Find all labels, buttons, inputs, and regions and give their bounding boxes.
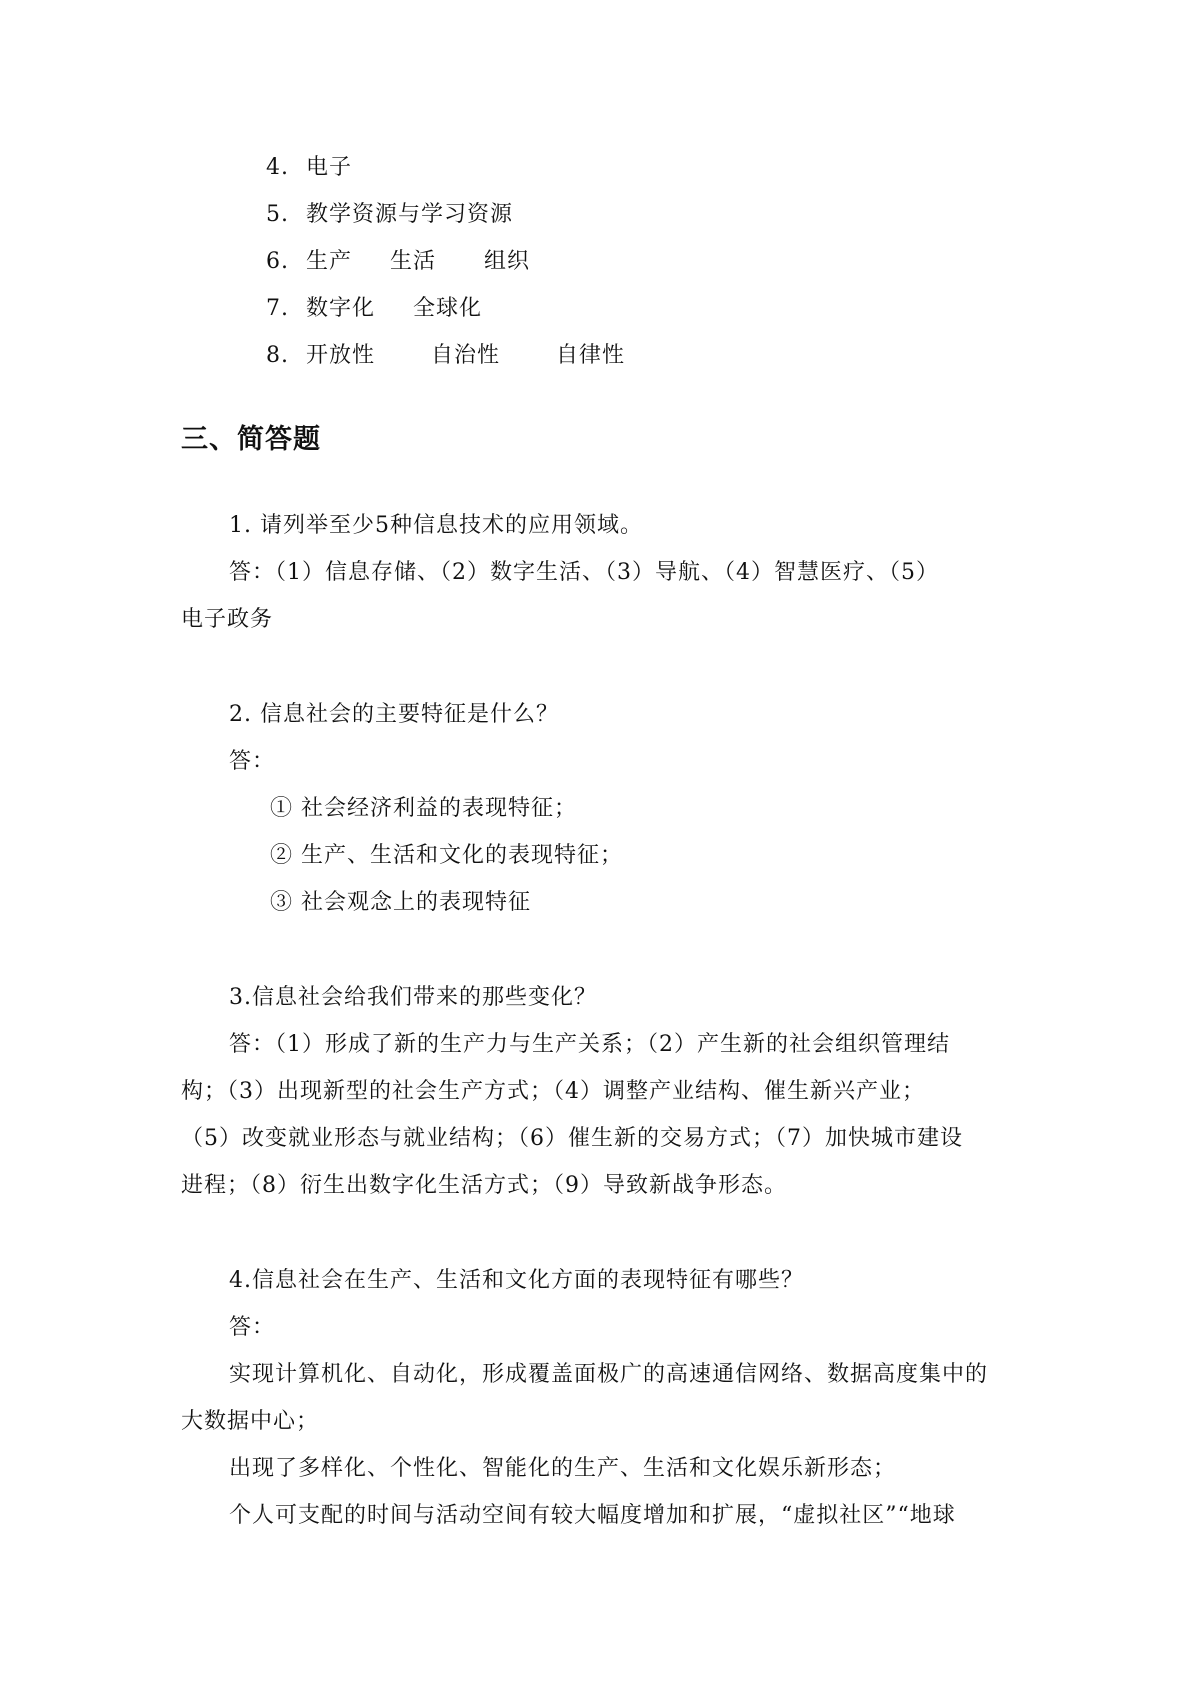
item-number: 4. (266, 155, 289, 180)
answer-4-line-2: 大数据中心； (181, 1409, 320, 1434)
answer-1-line-1: 答：（1）信息存储、（2）数字生活、（3）导航、（4）智慧医疗、（5） (229, 560, 939, 585)
item-number: 7. (266, 296, 289, 321)
answer-part: 生活 (390, 249, 437, 274)
question-4: 4.信息社会在生产、生活和文化方面的表现特征有哪些？ (229, 1268, 804, 1293)
fill-answer-7 (266, 294, 482, 324)
fill-answer-5 (266, 200, 513, 230)
answer-4-line-3: 出现了多样化、个性化、智能化的生产、生活和文化娱乐新形态； (229, 1456, 897, 1481)
answer-4-label: 答： (229, 1315, 276, 1340)
answer-part: 全球化 (413, 296, 483, 321)
answer-2-item-3: ③ 社会观念上的表现特征 (270, 890, 531, 915)
answer-4-line-4: 个人可支配的时间与活动空间有较大幅度增加和扩展，“虚拟社区”“地球 (229, 1503, 956, 1528)
item-number: 5. (266, 202, 289, 227)
fill-answer-4 (266, 153, 352, 183)
item-number: 8. (266, 343, 289, 368)
answer-part: 组织 (484, 249, 531, 274)
answer-part: 电子 (306, 155, 353, 180)
item-number: 6. (266, 249, 289, 274)
answer-part: 数字化 (306, 296, 376, 321)
question-2: 2. 信息社会的主要特征是什么？ (229, 702, 559, 727)
question-1: 1. 请列举至少5种信息技术的应用领域。 (229, 513, 643, 538)
fill-answer-6 (266, 247, 530, 277)
answer-2-item-2: ② 生产、生活和文化的表现特征； (270, 843, 623, 868)
answer-4-line-1: 实现计算机化、自动化，形成覆盖面极广的高速通信网络、数据高度集中的 (229, 1362, 989, 1387)
answer-part: 教学资源与学习资源 (306, 202, 514, 227)
answer-3-line-4: 进程；（8）衍生出数字化生活方式；（9）导致新战争形态。 (181, 1173, 787, 1198)
answer-3-line-3: （5）改变就业形态与就业结构；（6）催生新的交易方式；（7）加快城市建设 (181, 1126, 963, 1151)
answer-1-line-2: 电子政务 (181, 607, 274, 632)
answer-3-line-2: 构；（3）出现新型的社会生产方式；（4）调整产业结构、催生新兴产业； (181, 1079, 925, 1104)
answer-part: 自律性 (556, 343, 626, 368)
section-title: 三、简答题 (181, 424, 321, 455)
answer-part: 生产 (306, 249, 353, 274)
fill-answer-8 (266, 341, 625, 371)
question-3: 3.信息社会给我们带来的那些变化？ (229, 985, 597, 1010)
answer-2-item-1: ① 社会经济利益的表现特征； (270, 796, 577, 821)
answer-2-label: 答： (229, 749, 276, 774)
answer-part: 自治性 (431, 343, 501, 368)
answer-part: 开放性 (306, 343, 376, 368)
answer-3-line-1: 答：（1）形成了新的生产力与生产关系；（2）产生新的社会组织管理结 (229, 1032, 950, 1057)
